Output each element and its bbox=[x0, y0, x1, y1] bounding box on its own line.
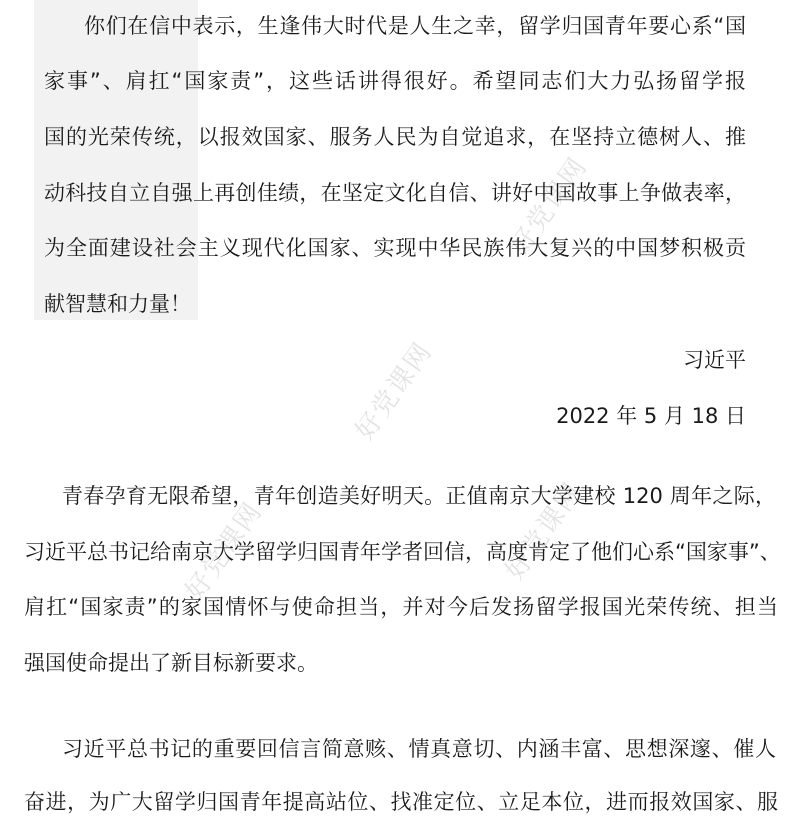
letter-signature: 习近平 bbox=[683, 348, 746, 372]
letter-line: 动科技自立自强上再创佳绩，在坚定文化自信、讲好中国故事上争做表率， bbox=[44, 181, 746, 205]
letter-line: 家事”、肩扛“国家责”，这些话讲得很好。希望同志们大力弘扬留学报 bbox=[44, 69, 746, 93]
watermark: 好党课网 bbox=[349, 336, 439, 446]
paragraph-line: 肩扛“国家责”的家国情怀与使命担当，并对今后发扬留学报国光荣传统、担当 bbox=[24, 595, 778, 619]
watermark: 好党课网 bbox=[179, 496, 269, 606]
letter-line: 献智慧和力量！ bbox=[44, 292, 191, 316]
paragraph-line: 习近平总书记的重要回信言简意赅、情真意切、内涵丰富、思想深邃、催人 bbox=[62, 737, 776, 761]
letter-line: 你们在信中表示，生逢伟大时代是人生之幸，留学归国青年要心系“国 bbox=[84, 14, 746, 38]
watermark: 好党课网 bbox=[504, 151, 594, 261]
paragraph-line: 强国使命提出了新目标新要求。 bbox=[24, 651, 318, 675]
paragraph-line: 习近平总书记给南京大学留学归国青年学者回信，高度肯定了他们心系“国家事”、 bbox=[24, 540, 781, 564]
quote-highlight bbox=[34, 0, 198, 320]
letter-line: 为全面建设社会主义现代化国家、实现中华民族伟大复兴的中国梦积极贡 bbox=[44, 236, 746, 260]
letter-date: 2022 年 5 月 18 日 bbox=[556, 404, 746, 428]
paragraph-line: 奋进，为广大留学归国青年提高站位、找准定位、立足本位，进而报效国家、服 bbox=[24, 790, 778, 814]
watermark: 好党课网 bbox=[499, 476, 589, 586]
letter-line: 国的光荣传统，以报效国家、服务人民为自觉追求，在坚持立德树人、推 bbox=[44, 125, 746, 149]
paragraph-line: 青春孕育无限希望，青年创造美好明天。正值南京大学建校 120 周年之际， bbox=[62, 484, 776, 508]
